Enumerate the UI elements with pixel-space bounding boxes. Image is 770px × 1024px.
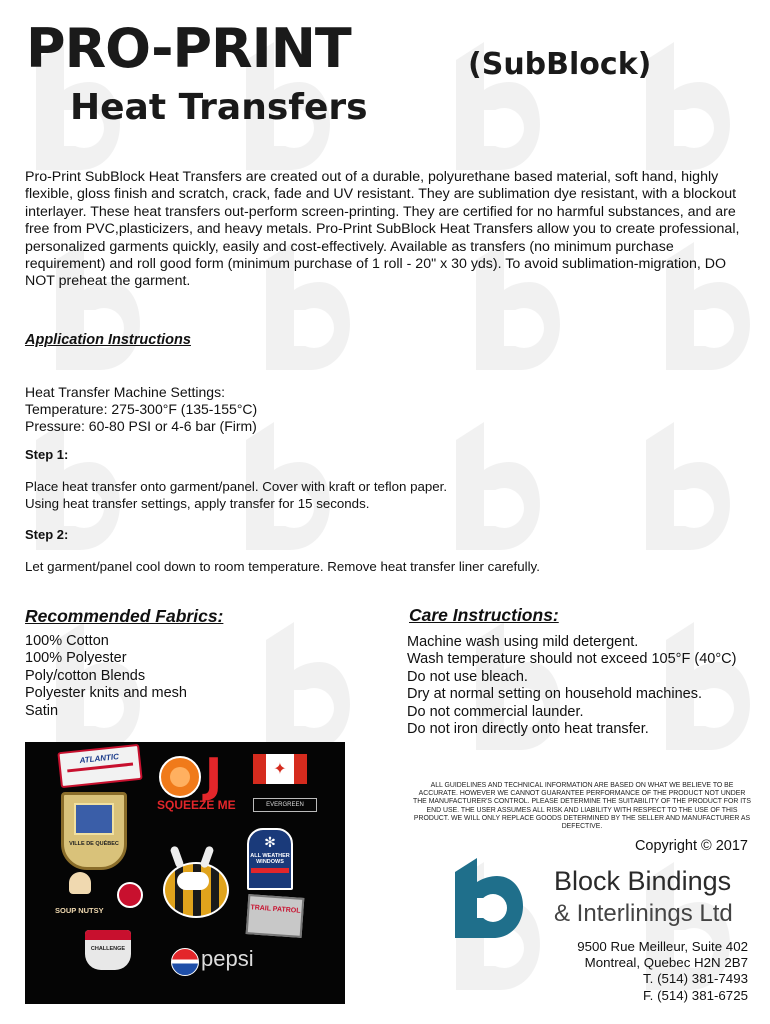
bee-mascot [159, 846, 229, 914]
allweather-text: ALL WEATHER WINDOWS [250, 853, 290, 865]
phone-number: T. (514) 381-7493 [643, 971, 748, 987]
company-address [577, 939, 748, 1004]
fabric-item: 100% Cotton [25, 633, 109, 649]
temperature-setting: Temperature: 275-300°F (135-155°C) [25, 401, 258, 417]
evergreen-patch [253, 798, 317, 812]
allweather-patch [247, 828, 293, 890]
care-item: Wash temperature should not exceed 105°F (40°C) [407, 651, 737, 668]
application-heading: Application Instructions [25, 332, 191, 348]
atlantic-patch [57, 744, 142, 788]
step1-line: Place heat transfer onto garment/panel. Cover with kraft or teflon paper. [25, 479, 448, 494]
challenge-stripe [85, 930, 131, 940]
fabrics-heading: Recommended Fabrics: [25, 606, 224, 626]
pepsi-globe-icon [171, 948, 199, 976]
logo-b-glyph [455, 858, 523, 938]
pressure-setting: Pressure: 60-80 PSI or 4-6 bar (Firm) [25, 418, 257, 434]
step1-text [25, 479, 447, 512]
fax-number: F. (514) 381-6725 [643, 987, 748, 1003]
snowflake-icon: ✻ [264, 834, 276, 850]
intro-paragraph: Pro-Print SubBlock Heat Transfers are created out of a durable, polyurethane based material, soft hand, highly flexible, gloss finish and scratch, crack, fade and UV resistant. They are sublimation dye resistant, with a blockout interlayer. These heat transfers out-perform screen-printing. They are certified for no harmful substances, and are free from PVC,plasticizers, and heavy metals. Pro-Print SubBlock Heat Transfers allow you to create professional, personalized garments quickly, easily and cost-effectively. Available as transfers (no minimum purchase requirement) and roll good form (minimum purchase of 1 roll - 20" x 30 yds). To avoid sublimation-migration, DO NOT preheat the garment. [25, 169, 740, 290]
ville-text: VILLE DE QUÉBEC [69, 841, 119, 847]
pepsi-text: pepsi [201, 946, 254, 971]
bee-body [163, 862, 229, 918]
crest-center [74, 803, 114, 835]
maple-leaf-icon: ✦ [273, 761, 287, 778]
atlantic-text: ATLANTIC [79, 752, 120, 766]
disclaimer: ALL GUIDELINES AND TECHNICAL INFORMATION ARE BASED ON WHAT WE BELIEVE TO BE ACCURATE. HOWEVER WE CANNOT GUARANTEE PERFORMANCE OF THE PRODUCT NOT UNDER THE MANUFACTURER'S CONTROL. PLEASE DETERMINE THE SUITABILITY OF THE PRODUCT FOR ITS END USE. THE USER ASSUMES ALL RISK AND LIABILITY WITH RESPECT TO THE USE OF THIS PRODUCT. WE WILL ONLY REPLACE GOODS DETERMINED BY THE SELLER AND MANUFACTURER AS DEFECTIVE. [413, 782, 751, 831]
allweather-strip [251, 868, 289, 873]
machine-settings [25, 384, 257, 435]
product-title: PRO-PRINT [26, 17, 351, 80]
challenge-text: CHALLENGE [90, 946, 126, 952]
challenge-patch [85, 930, 131, 970]
letter-j-logo: J [205, 748, 223, 802]
evergreen-text: EVERGREEN [266, 802, 304, 808]
trail-text: TRAIL PATROL [250, 904, 301, 915]
step2-line: Let garment/panel cool down to room temperature. Remove heat transfer liner carefully. [25, 559, 540, 574]
copyright: Copyright © 2017 [634, 838, 748, 854]
step1-line: Using heat transfer settings, apply transfer for 15 seconds. [25, 495, 370, 511]
fabric-item: Poly/cotton Blends [25, 667, 146, 684]
red-circle-badge [117, 882, 143, 908]
bee-antenna-left [169, 845, 184, 868]
care-item: Do not iron directly onto heat transfer. [407, 721, 649, 738]
address-city: Montreal, Quebec H2N 2B7 [584, 955, 748, 971]
squeeze-text: SQUEEZE ME [157, 798, 236, 812]
fabric-item: Polyester knits and mesh [25, 685, 187, 702]
care-item: Machine wash using mild detergent. [407, 634, 639, 650]
ville-quebec-crest [61, 792, 127, 870]
flag-band-right [294, 754, 307, 784]
care-item: Do not commercial launder. [407, 703, 584, 720]
orange-core [170, 767, 190, 787]
soup-figure [69, 872, 91, 894]
machine-settings-title: Heat Transfer Machine Settings: [25, 384, 225, 400]
step2-text [25, 559, 540, 576]
care-item: Dry at normal setting on household machines. [407, 686, 702, 703]
product-photo [25, 742, 345, 1004]
bee-eyes [177, 872, 209, 890]
company-name-line2: & Interlinings Ltd [554, 900, 733, 927]
care-heading: Care Instructions: [409, 605, 559, 625]
step2-label: Step 2: [25, 527, 69, 542]
product-title-line2: Heat Transfers [70, 87, 368, 128]
soup-nutsy-patch [55, 872, 111, 902]
block-bindings-logo-icon [455, 858, 523, 938]
canada-flag [253, 754, 307, 784]
fabric-item: Satin [25, 702, 59, 719]
care-item: Do not use bleach. [407, 668, 528, 685]
trail-patrol-patch [246, 894, 305, 938]
care-list [407, 634, 736, 738]
product-subtitle: (SubBlock) [468, 47, 652, 82]
flag-band-left [253, 754, 266, 784]
company-name-line1: Block Bindings [554, 866, 732, 896]
fabric-item: 100% Polyester [25, 650, 127, 667]
fabrics-list [25, 633, 187, 720]
orange-logo [159, 756, 201, 798]
address-street: 9500 Rue Meilleur, Suite 402 [577, 939, 748, 954]
soup-text: SOUP NUTSY [55, 906, 104, 915]
step1-label: Step 1: [25, 447, 69, 462]
